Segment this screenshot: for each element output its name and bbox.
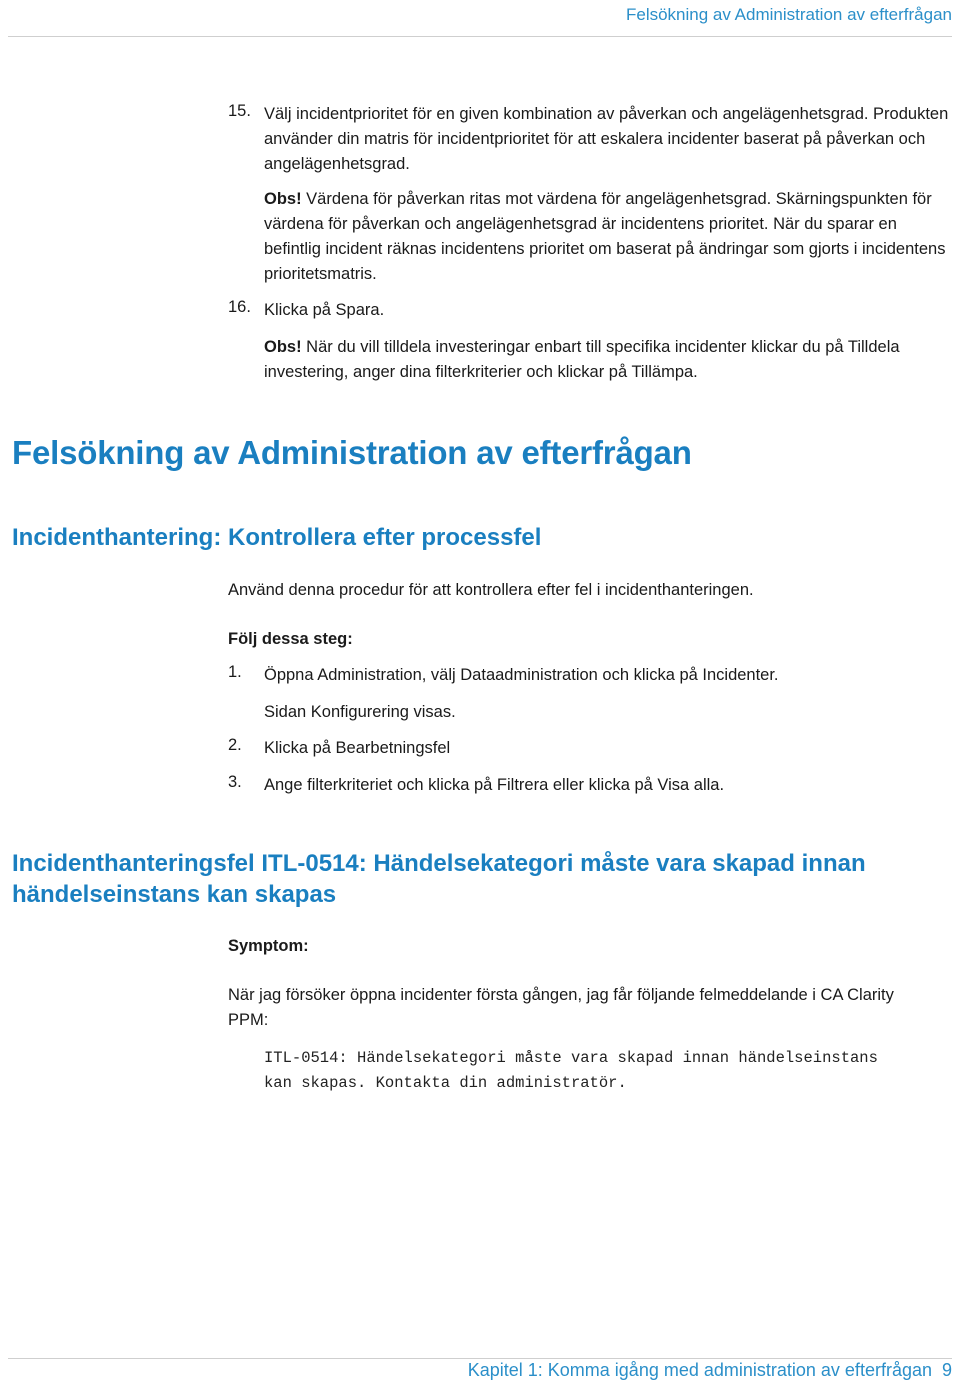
step-number: 2.	[228, 736, 242, 754]
subsection-title: Incidenthantering: Kontrollera efter processfel	[12, 524, 542, 551]
note-label: Obs!	[264, 190, 302, 208]
intro-text: Använd denna procedur för att kontrollera efter fel i incidenthanteringen.	[228, 581, 754, 599]
step-result: Sidan Konfigurering visas.	[264, 703, 456, 721]
step-text: Öppna Administration, välj Dataadministration och klicka på Incidenter.	[264, 666, 779, 684]
step-text: Ange filterkriteriet och klicka på Filtrera eller klicka på Visa alla.	[264, 776, 725, 794]
footer-chapter: Kapitel 1: Komma igång med administration av efterfrågan	[467, 1360, 932, 1380]
footer-divider	[8, 1358, 952, 1359]
page-footer	[468, 1360, 952, 1381]
page-number: 9	[941, 1360, 952, 1380]
symptom-text: När jag försöker öppna incidenter första gången, jag får följande felmeddelande i CA Clarity PPM:	[228, 986, 894, 1029]
step-number: 3.	[228, 773, 242, 791]
header-divider	[8, 36, 952, 37]
note-text: När du vill tilldela investeringar enbart till specifika incidenter klickar du på Tilldela investering, anger dina filterkriterier och klickar på Tillämpa.	[264, 338, 900, 381]
symptom-label: Symptom:	[228, 937, 309, 955]
error-title: Incidenthanteringsfel ITL-0514: Händelsekategori måste vara skapad innan händelseinstans kan skapas	[12, 850, 866, 908]
error-message: ITL-0514: Händelsekategori måste vara skapad innan händelseinstans kan skapas. Kontakta din administratör.	[264, 1049, 878, 1092]
step-text: Klicka på Bearbetningsfel	[264, 739, 451, 757]
steps-label: Följ dessa steg:	[228, 630, 353, 648]
step-text: Klicka på Spara.	[264, 301, 385, 319]
note-paragraph	[264, 335, 954, 385]
section-title: Felsökning av Administration av efterfrågan	[12, 434, 692, 471]
note-text: Värdena för påverkan ritas mot värdena för angelägenhetsgrad. Skärningspunkten för värdena för påverkan och angelägenhetsgrad är incidentens prioritet. När du sparar en befintlig incident räknas incidentens prioritet om baserat på ändringar som gjorts i incidentens prioritetsmatris.	[264, 190, 946, 283]
note-label: Obs!	[264, 338, 302, 356]
running-header: Felsökning av Administration av efterfrågan	[625, 5, 952, 24]
step-number: 16.	[228, 298, 251, 316]
step-text: Välj incidentprioritet för en given kombination av påverkan och angelägenhetsgrad. Produkten använder din matris för incidentprioritet för att eskalera incidenter baserat på påverkan och angelägenhetsgrad.	[264, 105, 949, 173]
step-number: 15.	[228, 102, 251, 120]
note-paragraph	[264, 187, 954, 287]
step-number: 1.	[228, 663, 242, 681]
